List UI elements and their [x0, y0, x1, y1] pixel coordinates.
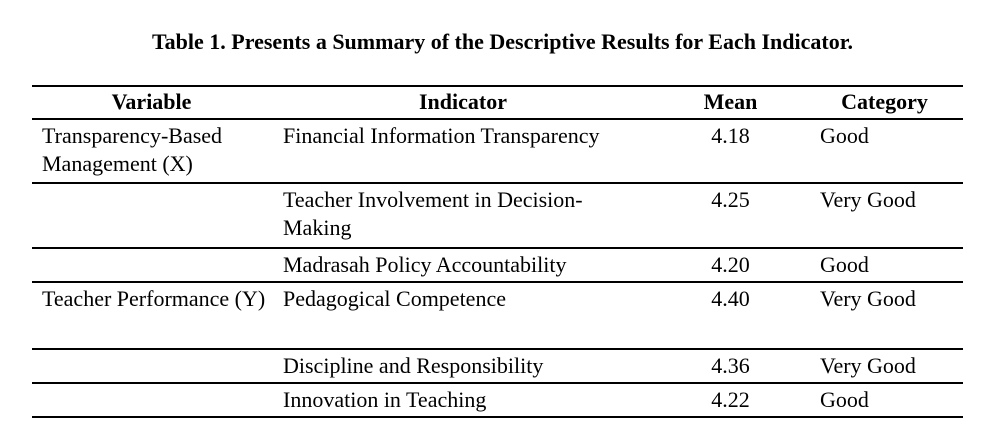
- cell-mean: 4.20: [711, 252, 750, 277]
- cell-variable: [32, 248, 275, 282]
- summary-table: [32, 85, 963, 418]
- cell-category: Good: [820, 123, 869, 148]
- cell-variable: Transparency-Based Management (X): [42, 123, 223, 176]
- cell-indicator: Discipline and Responsibility: [283, 353, 544, 378]
- column-header-category: Category: [841, 89, 928, 114]
- cell-category: Very Good: [820, 286, 916, 311]
- cell-mean: 4.18: [711, 123, 750, 148]
- column-header-variable: Variable: [111, 89, 192, 114]
- cell-category: Good: [820, 252, 869, 277]
- table-row: [32, 119, 963, 183]
- cell-category: Very Good: [820, 187, 916, 212]
- summary-table-container: [32, 85, 963, 418]
- table-row: [32, 349, 963, 383]
- table-row: [32, 282, 963, 349]
- table-row: [32, 383, 963, 417]
- cell-category: Very Good: [820, 353, 916, 378]
- cell-variable: [32, 383, 275, 417]
- cell-variable: [32, 183, 275, 248]
- header-row: [32, 86, 963, 119]
- cell-variable: Teacher Performance (Y): [42, 286, 266, 311]
- table-row: [32, 183, 963, 248]
- table-caption: Table 1. Presents a Summary of the Descriptive Results for Each Indicator.: [152, 29, 853, 54]
- cell-indicator: Financial Information Transparency: [283, 123, 600, 148]
- cell-indicator: Innovation in Teaching: [283, 387, 487, 412]
- table-row: [32, 248, 963, 282]
- column-header-mean: Mean: [703, 89, 758, 114]
- cell-mean: 4.36: [711, 353, 750, 378]
- cell-variable: [32, 349, 275, 383]
- cell-category: Good: [820, 387, 869, 412]
- cell-indicator: Teacher Involvement in Decision-Making: [283, 187, 583, 240]
- cell-mean: 4.40: [711, 286, 750, 311]
- cell-mean: 4.25: [711, 187, 750, 212]
- cell-mean: 4.22: [711, 387, 750, 412]
- cell-indicator: Madrasah Policy Accountability: [283, 252, 567, 277]
- column-header-indicator: Indicator: [419, 89, 507, 114]
- cell-indicator: Pedagogical Competence: [283, 286, 506, 311]
